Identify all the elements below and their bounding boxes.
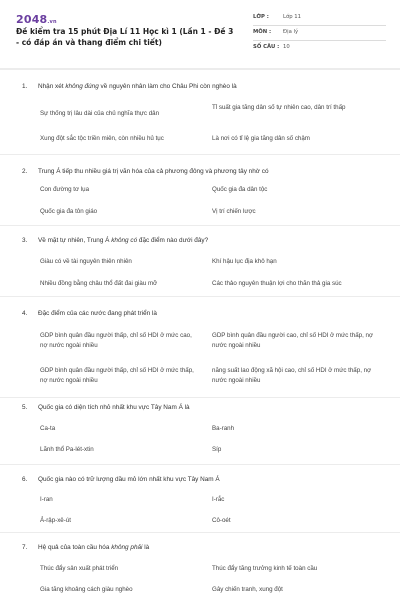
logo-main: 2048	[16, 13, 48, 26]
question-emphasis: không có	[111, 237, 138, 244]
meta-key: SỐ CÂU :	[253, 44, 280, 50]
question-number: 3.	[22, 237, 28, 244]
answer-option[interactable]: Gây chiến tranh, xung đột	[212, 586, 283, 593]
question-number: 1.	[22, 83, 28, 90]
question-item	[0, 155, 400, 226]
question-item	[0, 70, 400, 155]
question-number: 5.	[22, 404, 28, 411]
answer-option[interactable]: Vị trí chiến lược	[212, 208, 256, 215]
page-title: Đề kiểm tra 15 phút Địa Lí 11 Học kì 1 (Lần 1 - Đề 3 - có đáp án và thang điểm chi tiết)	[16, 27, 234, 47]
answer-option[interactable]: GDP bình quân đầu người thấp, chỉ số HDI ở mức thấp, nợ nước ngoài nhiều	[40, 367, 194, 384]
answer-option[interactable]: Gia tăng khoảng cách giàu nghèo	[40, 586, 133, 593]
answer-option[interactable]: Các thảo nguyên thuận lợi cho thăn thả gia súc	[212, 280, 342, 287]
meta-value: Địa lý	[283, 29, 299, 35]
answer-option[interactable]: Quốc gia đa dân tộc	[212, 186, 268, 193]
question-text	[38, 404, 190, 411]
question-item	[0, 465, 400, 533]
question-text	[38, 310, 157, 317]
question-text	[38, 237, 208, 244]
question-text	[38, 544, 149, 551]
site-logo[interactable]	[16, 13, 57, 26]
exam-meta-panel	[253, 11, 386, 56]
meta-value: Lớp 11	[283, 14, 301, 20]
answer-option[interactable]: I-ran	[40, 496, 53, 503]
question-item	[0, 226, 400, 297]
answer-option[interactable]: Giàu có về tài nguyên thiên nhiên	[40, 258, 132, 265]
answer-option[interactable]: Thúc đẩy sản xuất phát triển	[40, 565, 119, 572]
question-text-part: là	[142, 544, 150, 551]
question-number: 6.	[22, 476, 28, 483]
meta-value: 10	[283, 44, 290, 50]
question-text-part: Trung Á tiếp thu nhiều giá trị văn hóa của cả phương đông và phương tây nhờ có	[38, 168, 269, 175]
question-text-part: Nhận xét	[38, 83, 66, 90]
answer-option[interactable]: Lãnh thổ Pa-lét-xtin	[40, 446, 94, 453]
question-emphasis: không đúng	[65, 83, 99, 90]
answer-option[interactable]: Con đường tơ lụa	[40, 186, 90, 193]
question-text	[38, 168, 269, 175]
question-emphasis: không phải	[111, 544, 143, 551]
answer-option[interactable]: Tỉ suất gia tăng dân số tự nhiên cao, dân trí thấp	[212, 104, 346, 111]
question-text-part: Quốc gia có diện tích nhỏ nhất khu vực Tây Nam Á là	[38, 404, 190, 411]
meta-key: LỚP :	[253, 14, 269, 20]
question-number: 2.	[22, 168, 28, 175]
question-number: 4.	[22, 310, 28, 317]
question-text-part: Về mặt tự nhiên, Trung Á	[38, 237, 112, 244]
answer-option[interactable]: Sự thống trị lâu dài của chủ nghĩa thực dân	[40, 110, 160, 117]
answer-option[interactable]: Nhiều đồng bằng châu thổ đất đai giàu mỡ	[40, 280, 158, 287]
meta-row-count	[253, 41, 386, 56]
answer-option[interactable]: Ả-rập-xê-út	[40, 517, 71, 524]
answer-option[interactable]: Ca-ta	[40, 425, 56, 432]
question-text-part: Hệ quả của toàn cầu hóa	[38, 544, 112, 551]
page-header	[0, 0, 400, 66]
question-item	[0, 398, 400, 465]
question-text	[38, 476, 220, 483]
answer-option[interactable]: Xung đột sắc tộc triền miên, còn nhiều hủ tục	[40, 135, 164, 142]
question-text-part: Quốc gia nào có trữ lượng dầu mỏ lớn nhất khu vực Tây Nam Á	[38, 476, 220, 483]
answer-option[interactable]: I-rắc	[212, 496, 225, 503]
question-number: 7.	[22, 544, 28, 551]
answer-option[interactable]: Ba-ranh	[212, 425, 235, 432]
question-text-part: về nguyên nhân làm cho Châu Phi còn nghèo là	[98, 83, 237, 90]
answer-option[interactable]: Cô-oét	[212, 517, 231, 524]
meta-key: MÔN :	[253, 29, 272, 35]
answer-option[interactable]: Síp	[212, 446, 222, 453]
meta-row-subject	[253, 26, 386, 41]
answer-option[interactable]: GDP bình quân đầu người thấp, chỉ số HDI ở mức cao, nợ nước ngoài nhiều	[40, 332, 192, 349]
question-item	[0, 297, 400, 398]
answer-option[interactable]: năng suất lao động xã hội cao, chỉ số HDI ở mức thấp, nợ nước ngoài nhiều	[212, 367, 372, 384]
meta-row-class	[253, 11, 386, 26]
question-text-part: đặc điểm nào dưới đây?	[137, 237, 209, 244]
logo-sub: .vn	[47, 19, 57, 25]
answer-option[interactable]: Khí hậu lục địa khô hạn	[212, 258, 277, 265]
answer-option[interactable]: GDP bình quân đầu người cao, chỉ số HDI ở mức thấp, nợ nước ngoài nhiều	[212, 332, 374, 349]
question-text	[38, 83, 237, 90]
question-text-part: Đặc điểm của các nước đang phát triển là	[38, 310, 157, 317]
answer-option[interactable]: Quốc gia đa tôn giáo	[40, 208, 98, 215]
answer-option[interactable]: Là nơi có tỉ lệ gia tăng dân số chậm	[212, 135, 310, 142]
answer-option[interactable]: Thúc đẩy tăng trưởng kinh tế toàn cầu	[212, 565, 318, 572]
question-item	[0, 533, 400, 600]
